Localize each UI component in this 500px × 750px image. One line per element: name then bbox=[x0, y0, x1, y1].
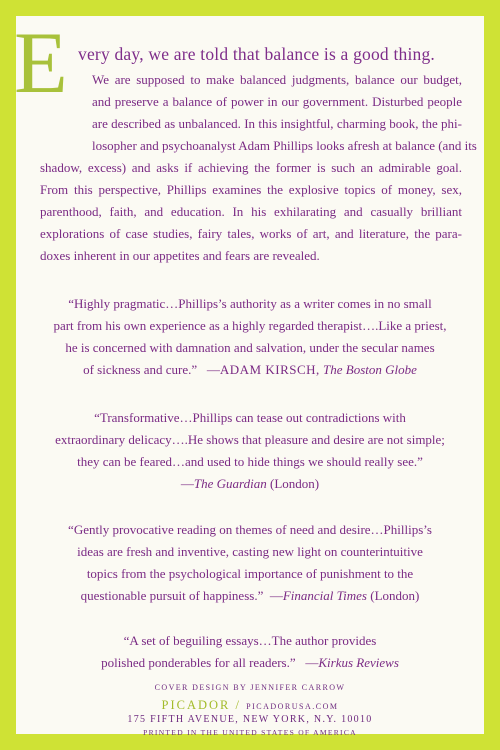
quote-attribution: —The Guardian (London) bbox=[180, 476, 320, 491]
quote-line: he is concerned with damnation and salvation, under the secular names bbox=[65, 340, 435, 355]
printed-in-notice: PRINTED IN THE UNITED STATES OF AMERICA bbox=[143, 728, 357, 737]
quote-line: “Highly pragmatic…Phillips’s authority as a writer comes in no small bbox=[68, 296, 432, 311]
quote-line: “Transformative…Phillips can tease out contradictions with bbox=[94, 410, 406, 425]
quote-line: topics from the psychological importance of punishment to the bbox=[86, 566, 414, 581]
intro-line: and preserve a balance of power in our government. Disturbed people bbox=[92, 94, 462, 109]
intro-line: From this perspective, Phillips examines the explosive topics of money, sex, bbox=[40, 182, 462, 197]
quote-attribution: of sickness and cure.” —ADAM KIRSCH, The Boston Globe bbox=[83, 362, 417, 377]
intro-line: parenthood, faith, and education. In his exhilarating and casually brilliant bbox=[40, 204, 462, 219]
cover-design-credit: COVER DESIGN BY JENNIFER CARROW bbox=[154, 683, 346, 692]
quote-line: extraordinary delicacy….He shows that pleasure and desire are not simple; bbox=[55, 432, 445, 447]
quote-line: “A set of beguiling essays…The author provides bbox=[123, 633, 377, 648]
intro-line: explorations of case studies, fairy tales, works of art, and literature, the para- bbox=[40, 226, 462, 241]
quote-attribution: questionable pursuit of happiness.” —Financial Times (London) bbox=[80, 588, 420, 603]
publisher-name: PICADOR bbox=[161, 698, 231, 712]
intro-line: are described as unbalanced. In this insightful, charming book, the phi- bbox=[92, 116, 462, 131]
intro-line: shadow, excess) and asks if achieving the former is such an admirable goal. bbox=[40, 160, 462, 175]
quote-line: “Gently provocative reading on themes of need and desire…Phillips’s bbox=[68, 522, 432, 537]
publisher-line: PICADOR / PICADORUSA.COM bbox=[161, 698, 339, 712]
publisher-website[interactable]: PICADORUSA.COM bbox=[246, 702, 339, 711]
quote-line: part from his own experience as a highly regarded therapist….Like a priest, bbox=[53, 318, 447, 333]
intro-line: losopher and psychoanalyst Adam Phillips looks afresh at balance (and its bbox=[92, 138, 477, 153]
quote-attribution: polished ponderables for all readers.” —Kirkus Reviews bbox=[101, 655, 399, 670]
publisher-address: 175 FIFTH AVENUE, NEW YORK, N.Y. 10010 bbox=[127, 714, 373, 725]
intro-line: We are supposed to make balanced judgments, balance our budget, bbox=[92, 72, 462, 87]
drop-cap: E bbox=[14, 15, 68, 112]
intro-lead-line: very day, we are told that balance is a good thing. bbox=[78, 44, 436, 64]
intro-line: doxes inherent in our appetites and fears are revealed. bbox=[40, 248, 320, 263]
quote-line: they can be feared…and used to hide things we should really see.” bbox=[77, 454, 423, 469]
quote-line: ideas are fresh and inventive, casting new light on counterintuitive bbox=[77, 544, 423, 559]
